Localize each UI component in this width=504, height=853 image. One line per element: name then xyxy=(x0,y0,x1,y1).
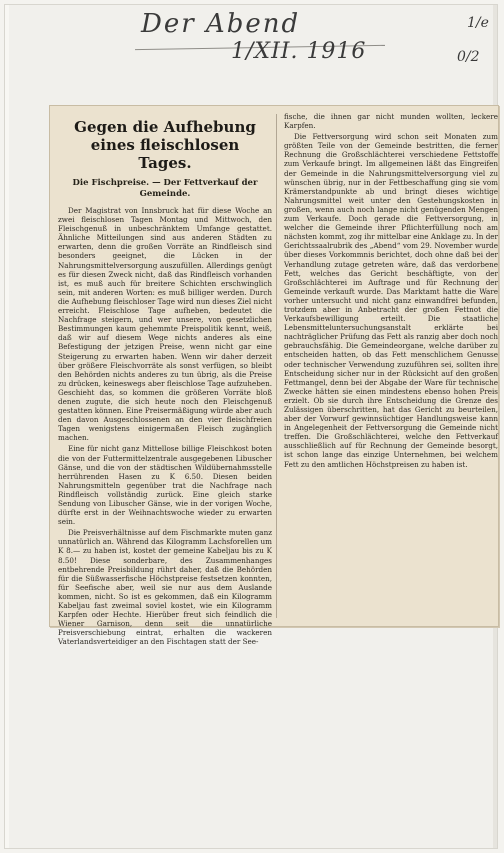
paragraph: fische, die ihnen gar nicht munden wollten, leckere Karpfen. xyxy=(284,112,498,131)
article-subhead: Die Fischpreise. — Der Fettverkauf der Gemeinde. xyxy=(72,178,258,199)
archive-sheet xyxy=(4,4,498,849)
right-column xyxy=(284,112,498,620)
sheet-edge-left xyxy=(5,5,9,848)
handwritten-newspaper-name: Der Abend xyxy=(141,9,301,39)
handwritten-page-number-2: 0/2 xyxy=(457,49,480,65)
newspaper-clipping xyxy=(49,105,499,647)
article-headline: Gegen die Aufhebung eines fleischlosen Tages. xyxy=(74,118,256,172)
paragraph: Die Preisverhältnisse auf dem Fischmarkte muten ganz unnatürlich an. Während das Kilogramm Lachsforellen um K 8.— zu haben ist, kostet der gemeine Kabeljau bis zu K 8.50! Diese sonderbare, des Zusammenhanges entbehrende Preisbildung rührt daher, daß die Behörden für die Süßwasserfische Höchstpreise festsetzen konnten, für Seefische aber, weil sie nur aus dem Auslande kommen, nicht. So ist es gekommen, daß ein Kilogramm Kabeljau fast zweimal soviel kostet, wie ein Kilogramm Karpfen oder Hechte. Hierüber freut sich feindlich die Wiener Garnison, denn seit die unnatürliche Preisverschiebung eintrat, erhalten die wackeren Vaterlandsverteidiger an den Fischtagen statt der See- xyxy=(58,528,272,647)
paragraph: Die Fettversorgung wird schon seit Monaten zum größten Teile von der Gemeinde bestritten, die ferner Rechnung die Großschlächterei verschiedene Fettstoffe zum Verkaufe bringt. Im allgemeinen läßt das Eingreifen der Gemeinde in die Nahrungsmittelversorgung viel zu wünschen übrig, nur in der Fettbeschaffung ging sie vom Krämerstandpunkte ab und bringt dieses wichtige Nahrungsmittel weit unter den Gestehungskosten in großen, wenn auch noch lange nicht genügenden Mengen zum Verkaufe. Doch gerade die Fettversorgung, in welcher die Gemeinde ihrer Pflichterfüllung noch am nächsten kommt, zog ihr mittelbar eine Anklage zu. In der Gerichtssaalrubrik des „Abend“ vom 29. November wurde über dieses Vorkommnis berichtet, doch ohne daß bei der Verhandlung zutage getreten wäre, daß das verdorbene Fett, welches das Gericht beschäftigte, von der Großschlächterei im Auftrage und für Rechnung der Gemeinde verkauft wurde. Das Marktamt hatte die Ware vorher untersucht und nicht ganz einwandfrei befunden, trotzdem aber in Anbetracht der großen Fettnot die Verkaufsbewilligung erteilt. Die staatliche Lebensmitteluntersuchungsanstalt erklärte bei nachträglicher Prüfung das Fett als ranzig aber doch noch gebrauchsfähig. Die Gemeindeorgane, welche darüber zu entscheiden hatten, ob das Fett menschlichem Genusse oder technischer Verwendung zuzuführen sei, sollten ihre Entscheidung sicher nur in der Rücksicht auf den großen Fettmangel, denn bei der Abgabe der Ware für technische Zwecke hätten sie einen mindestens ebenso hohen Preis erzielt. Ob sie durch ihre Entscheidung die Grenze des Zulässigen überschritten, hat das Gericht zu beurteilen, aber der Vorwurf gewinnsüchtiger Handlungsweise kann in Angelegenheit der Fettversorgung die Gemeinde nicht treffen. Die Großschlächterei, welche den Fettverkauf ausschließlich auf für Rechnung der Gemeinde besorgt, ist schon lange das einzige Unternehmen, bei welchem Fett zu den amtlichen Höchstpreisen zu haben ist. xyxy=(284,132,498,469)
paragraph: Der Magistrat von Innsbruck hat für diese Woche an zwei fleischlosen Tagen Montag und Mittwoch, den Fleischgenuß in unbeschränktem Umfange gestattet. Ähnliche Mitteilungen sind aus anderen Städten zu erwarten, denn die großen Vorräte an Rindfleisch sind besonders geeignet, die Lücken in der Nahrungsmittelversorgung auszufüllen. Allerdings genügt es für diesen Zweck nicht, daß das Rindfleisch vorhanden ist, es muß auch für breitere Schichten erschwinglich sein, mit anderen Worten: es muß billiger werden. Durch die Aufhebung fleischloser Tage wird nun dieses Ziel nicht erreicht. Fleischlose Tage aufheben, bedeutet die Nachfrage steigern, und wer unsere, von gesetzlichen Bestimmungen kaum gehemmte Preispolitik kennt, weiß, daß wir auf diesem Wege nichts anderes als eine Befestigung der jetzigen Preise, wenn nicht gar eine Steigerung zu erwarten haben. Wenn wir daher derzeit über größere Fleischvorräte als sonst verfügen, so bleibt den Behörden nichts anderes zu tun übrig, als die Preise zu drücken, keineswegs aber fleischlose Tage aufzuheben. Geschieht das, so kommen die größeren Vorräte bloß denen zugute, die sich heute noch den Fleischgenuß gestatten können. Eine Preisermäßigung würde aber auch den davon Ausgeschlossenen an den vier fleischfreien Tagen wenigstens einigermaßen Fleisch zugänglich machen. xyxy=(58,206,272,443)
paragraph: Eine für nicht ganz Mittellose billige Fleischkost boten die von der Futtermittelzentrale ausgegebenen Libuscher Gänse, und die von der städtischen Wildübernahmsstelle herrührenden Hasen zu K 6.50. Diesen beiden Nahrungsmitteln gegenüber trat die Nachfrage nach Rindfleisch vollständig zurück. Eine gleich starke Sendung von Libuscher Gänse, wie in der vorigen Woche, dürfte erst in der Weihnachtswoche wieder zu erwarten sein. xyxy=(58,444,272,527)
column-divider xyxy=(276,114,277,618)
handwritten-date: 1/XII. 1916 xyxy=(231,39,367,64)
left-column xyxy=(58,112,272,647)
handwritten-page-number: 1/e xyxy=(467,15,489,31)
